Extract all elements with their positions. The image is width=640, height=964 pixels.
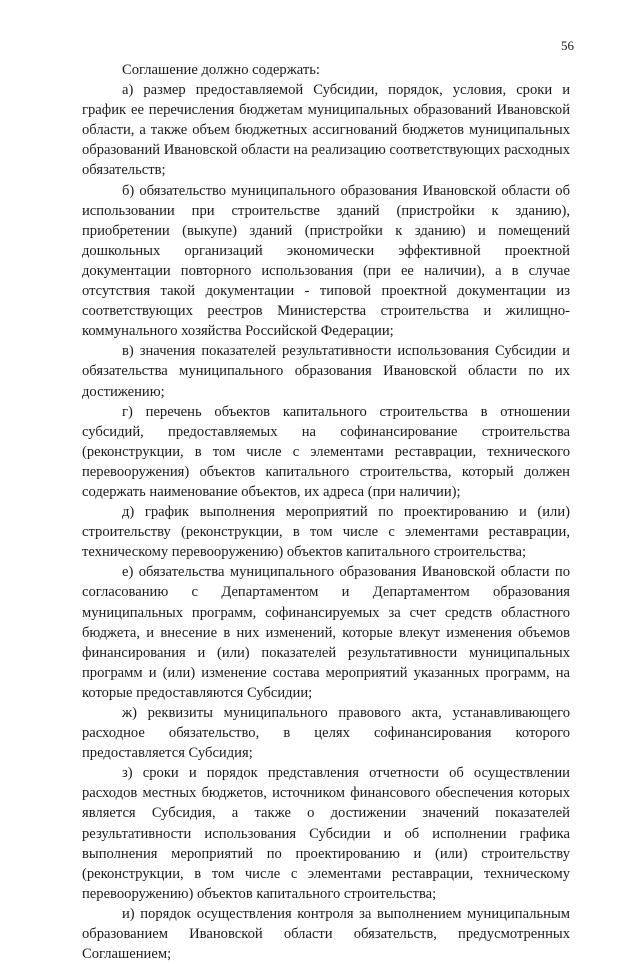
agreement-item-v: в) значения показателей результативности использования Субсидии и обязательства муниципального образования Ивановской области по их достижению; bbox=[82, 343, 570, 400]
agreement-item-zh: ж) реквизиты муниципального правового акта, устанавливающего расходное обязательство, в целях софинансирования которого предоставляется Субсидия; bbox=[82, 705, 570, 762]
agreement-item-d: д) график выполнения мероприятий по проектированию и (или) строительству (реконструкции, в том числе с элементами реставрации, техническому перевооружению) объектов капитального строительства; bbox=[82, 504, 570, 561]
agreement-item-a: а) размер предоставляемой Субсидии, порядок, условия, сроки и график ее перечисления бюджетам муниципальных образований Ивановской области, а также объем бюджетных ассигнований бюджетов муниципальных образований Ивановской области на реализацию соответствующих расходных обязательств; bbox=[82, 82, 570, 179]
agreement-intro: Соглашение должно содержать: bbox=[122, 62, 320, 78]
agreement-item-g: г) перечень объектов капитального строительства в отношении субсидий, предоставляемых на софинансирование строительства (реконструкции, в том числе с элементами реставрации, технического перевооружения) объектов капитального строительства, который должен содержать наименование объектов, их адреса (при наличии); bbox=[82, 403, 570, 500]
agreement-item-i: и) порядок осуществления контроля за выполнением муниципальным образованием Ивановской области обязательств, предусмотренных Соглашением; bbox=[82, 905, 570, 963]
agreement-item-z: з) сроки и порядок представления отчетности об осуществлении расходов местных бюджетов, источником финансового обеспечения которых является Субсидия, а также о достижении значений показателей результативности использования Субсидии и об исполнении графика выполнения мероприятий по проектированию и (или) строительству (реконструкции, в том числе с элементами реставрации, техническому перевооружению) объектов капитального строительства; bbox=[82, 765, 570, 902]
document-body bbox=[82, 60, 570, 964]
agreement-item-e: е) обязательства муниципального образования Ивановской области по согласованию с Департаментом и Департаментом образования муниципальных программ, софинансируемых за счет средств областного бюджета, и внесение в них изменений, которые влекут изменения объемов финансирования и (или) показателей результативности муниципальных программ и (или) изменение состава мероприятий указанных программ, на которые предоставляются Субсидии; bbox=[82, 564, 570, 701]
agreement-item-b: б) обязательство муниципального образования Ивановской области об использовании при строительстве зданий (пристройки к зданию), приобретении (выкупе) зданий (пристройки к зданию) и помещений дошкольных организаций экономически эффективной проектной документации повторного использования (при ее наличии), а в случае отсутствия такой документации - типовой проектной документации из соответствующих реестров Министерства строительства и жилищно-коммунального хозяйства Российской Федерации; bbox=[82, 182, 570, 340]
page-number: 56 bbox=[561, 38, 574, 53]
